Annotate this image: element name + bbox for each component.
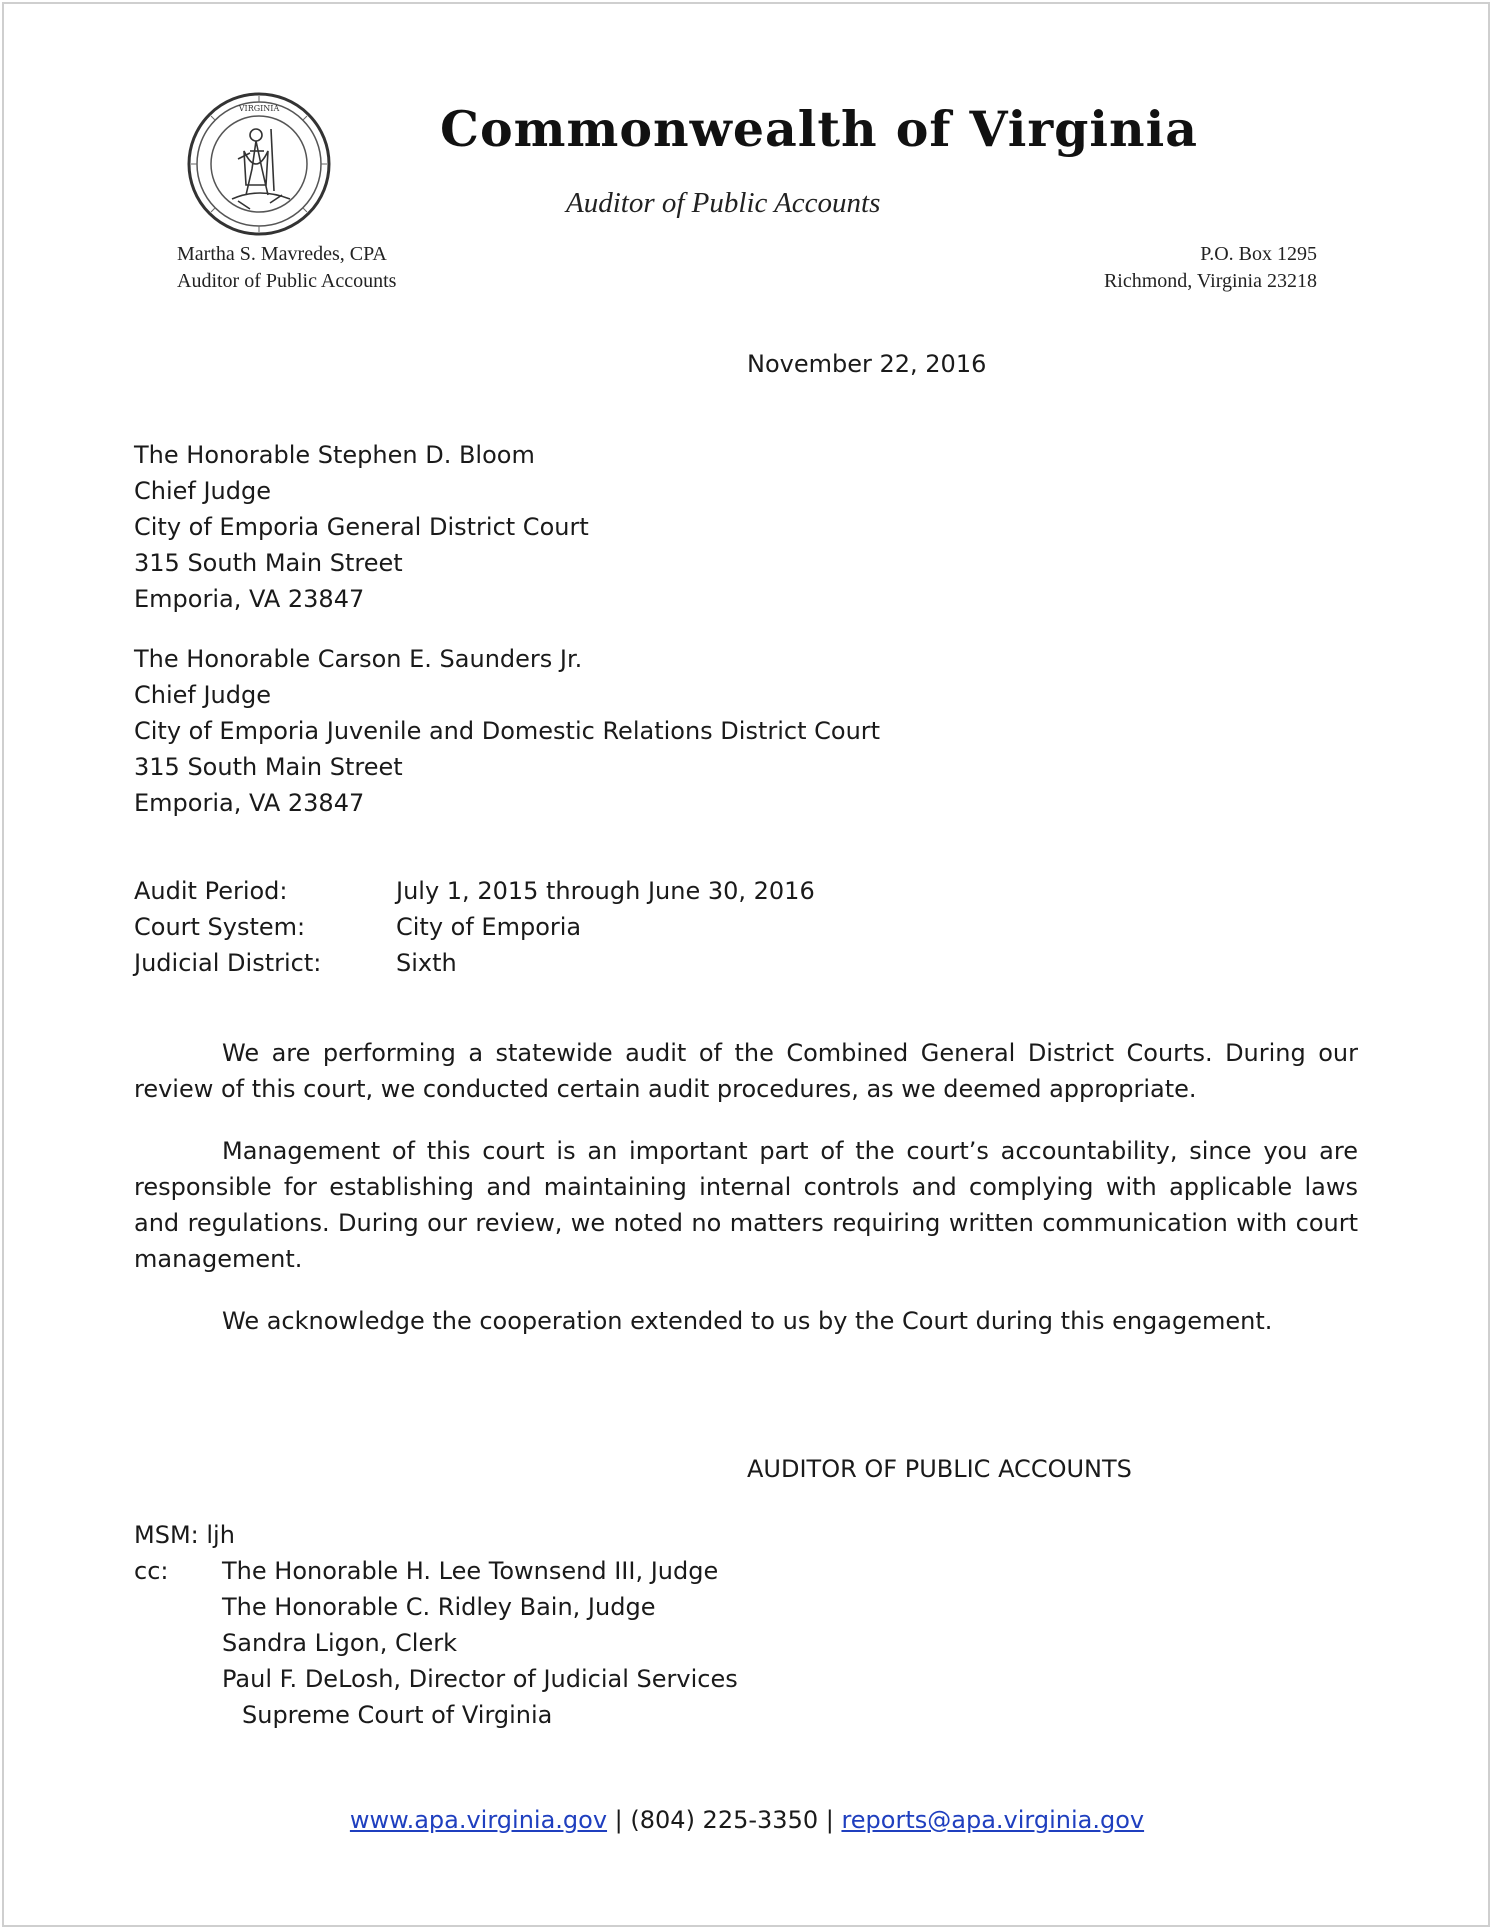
virginia-seal-logo [186,91,332,237]
addressee-line: Chief Judge [134,681,272,709]
cc-list [222,1553,738,1733]
footer-separator: | [607,1806,631,1834]
audit-info-label: Court System: [134,913,306,941]
footer [0,1806,1494,1834]
seal-text: VIRGINIA [238,104,280,113]
cc-recipient: Paul F. DeLosh, Director of Judicial Services [222,1665,738,1693]
body-paragraph: Management of this court is an important part of the court’s accountability, since you are responsible for establishing and maintaining internal controls and complying with applicable laws and regulations. During our review, we noted no matters requiring written communication with court management. [134,1137,1358,1273]
addressee-line: City of Emporia General District Court [134,513,589,541]
footer-separator: | [818,1806,842,1834]
auditor-title: Auditor of Public Accounts [177,270,397,292]
letterhead-title: Commonwealth of Virginia [440,100,1198,158]
addressee-block [134,437,589,617]
cc-recipient: Sandra Ligon, Clerk [222,1629,457,1657]
body-paragraph: We are performing a statewide audit of the Combined General District Courts. During our review of this court, we conducted certain audit procedures, as we deemed appropriate. [134,1039,1358,1103]
addressee-line: 315 South Main Street [134,549,403,577]
audit-info-label: Judicial District: [134,949,322,977]
audit-info-value: City of Emporia [396,913,582,941]
phone-number: (804) 225-3350 [630,1806,819,1834]
website-link[interactable]: www.apa.virginia.gov [349,1806,608,1834]
addressee-line: Emporia, VA 23847 [134,585,365,613]
addressee-line: Emporia, VA 23847 [134,789,365,817]
cc-label: cc: [134,1557,169,1585]
audit-info-row [134,873,815,909]
audit-info-label: Audit Period: [134,877,288,905]
city-state: Richmond, Virginia 23218 [1103,270,1317,292]
auditor-name: Martha S. Mavredes, CPA [177,243,387,265]
email-link[interactable]: reports@apa.virginia.gov [841,1806,1145,1834]
body-paragraph: We acknowledge the cooperation extended to us by the Court during this engagement. [222,1307,1273,1335]
addressee-line: 315 South Main Street [134,753,403,781]
signature-line: AUDITOR OF PUBLIC ACCOUNTS [747,1455,1132,1483]
cc-recipient: The Honorable C. Ridley Bain, Judge [222,1593,656,1621]
initials: MSM: ljh [134,1521,235,1549]
po-box: P.O. Box 1295 [1200,243,1317,265]
addressee-line: Chief Judge [134,477,272,505]
cc-recipient: The Honorable H. Lee Townsend III, Judge [222,1557,719,1585]
letterhead-address-block [1104,241,1317,295]
cc-block [134,1553,738,1733]
letterhead-subtitle: Auditor of Public Accounts [566,187,881,219]
cc-recipient-sub: Supreme Court of Virginia [242,1701,553,1729]
audit-info-block [134,873,815,981]
addressee-line: City of Emporia Juvenile and Domestic Relations District Court [134,717,881,745]
addressee-line: The Honorable Carson E. Saunders Jr. [134,645,583,673]
letter-date: November 22, 2016 [747,350,987,378]
audit-info-row [134,945,815,981]
addressee-line: The Honorable Stephen D. Bloom [134,441,535,469]
audit-info-row [134,909,815,945]
letterhead-auditor-block [177,241,396,295]
audit-info-value: July 1, 2015 through June 30, 2016 [396,877,815,905]
addressee-block [134,641,880,821]
audit-info-value: Sixth [396,949,457,977]
